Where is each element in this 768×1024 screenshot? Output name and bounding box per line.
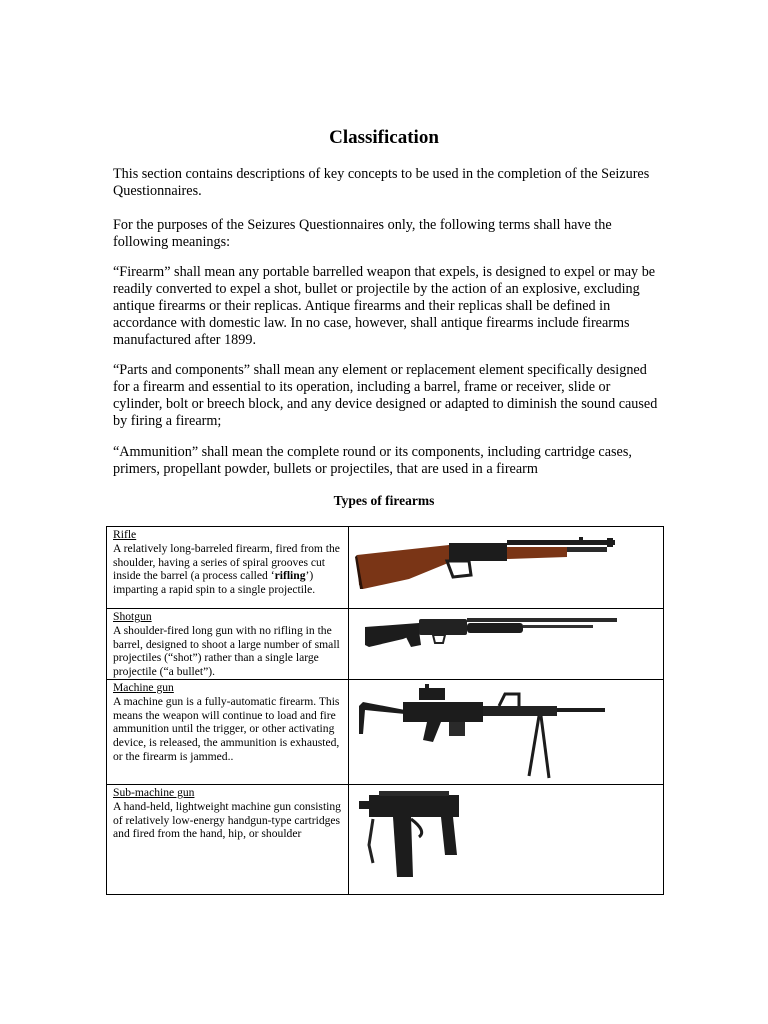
- shotgun-cell: [107, 609, 349, 680]
- rifle-image: [349, 527, 663, 607]
- machine-gun-desc: A machine gun is a fully-automatic firearm. This means the weapon will continue to load and fire ammunition until the trigger, or other activating device, is released, the ammunition is exhausted, or the firearm is jammed..: [113, 694, 340, 763]
- sub-machine-gun-image: [349, 785, 663, 893]
- machine-gun-image-cell: [349, 679, 664, 784]
- machine-gun-image: [349, 680, 663, 784]
- machine-gun-term: Machine gun: [113, 680, 174, 694]
- parts-definition: “Parts and components” shall mean any element or replacement element specifically designed for a firearm and essential to its operation, including a barrel, frame or receiver, slide or cylinder, bolt or breech block, and any device designed or adapted to diminish the sound caused by firing a firearm;: [113, 362, 658, 429]
- rifling-term: rifling: [274, 569, 306, 583]
- firearm-types-table: [106, 526, 664, 895]
- sub-machine-gun-desc: A hand-held, lightweight machine gun consisting of relatively low-energy handgun-type cartridges and fired from the hand, hip, or shoulder: [113, 799, 341, 841]
- page-title: Classification: [329, 127, 439, 148]
- firearm-definition: “Firearm” shall mean any portable barrelled weapon that expels, is designed to expel or may be readily converted to expel a shot, bullet or projectile by the action of an explosive, excluding antique firearms or their replicas. Antique firearms and their replicas shall be defined in accordance with domestic law. In no case, however, shall antique firearms include firearms manufactured after 1899.: [113, 264, 656, 348]
- intro-paragraph: This section contains descriptions of key concepts to be used in the completion of the Seizures Questionnaires.: [113, 166, 650, 199]
- rifle-term: Rifle: [113, 528, 137, 541]
- rifle-image-cell: [349, 527, 664, 609]
- table-row: [107, 679, 664, 784]
- table-row: [107, 527, 664, 609]
- shotgun-image: [349, 609, 663, 675]
- sub-machine-gun-term: Sub-machine gun: [113, 785, 195, 799]
- rifle-desc-end: ’) imparting a rapid spin to a single projectile.: [113, 569, 316, 597]
- ammunition-definition: “Ammunition” shall mean the complete round or its components, including cartridge cases, primers, propellant powder, bullets or projectiles, that are used in a firearm: [113, 444, 632, 477]
- sub-machine-gun-cell: [107, 784, 349, 894]
- purposes-paragraph: For the purposes of the Seizures Questionnaires only, the following terms shall have the following meanings:: [113, 217, 612, 250]
- table-row: [107, 784, 664, 894]
- shotgun-desc: A shoulder-fired long gun with no rifling in the barrel, designed to shoot a large number of small projectiles (“shot”) rather than a single large projectile (“a bullet”).: [113, 623, 340, 679]
- rifle-cell: [107, 527, 349, 609]
- shotgun-term: Shotgun: [113, 610, 152, 623]
- sub-machine-gun-image-cell: [349, 784, 664, 894]
- shotgun-image-cell: [349, 609, 664, 680]
- rifle-desc: A relatively long-barreled firearm, fired from the shoulder, having a series of spiral grooves cut inside the barrel (a process called ‘: [113, 541, 340, 583]
- table-row: [107, 609, 664, 680]
- types-title: Types of firearms: [333, 493, 435, 508]
- machine-gun-cell: [107, 679, 349, 784]
